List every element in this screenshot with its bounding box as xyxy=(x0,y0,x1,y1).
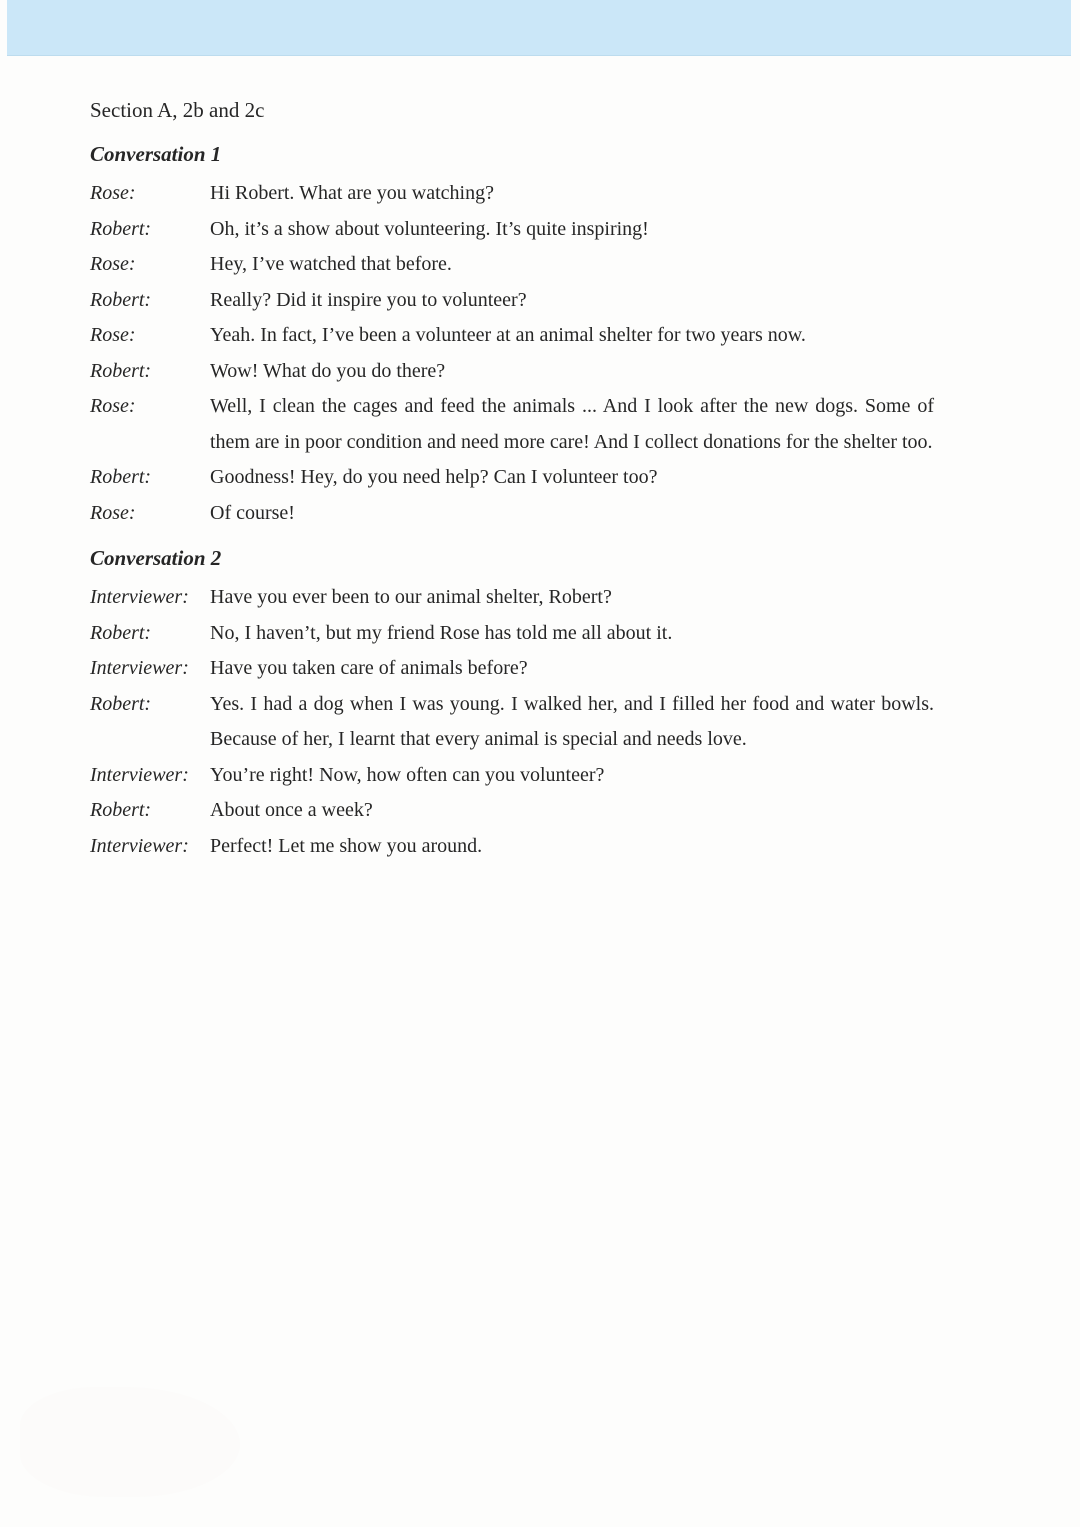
faint-scan-smudge xyxy=(20,1387,240,1497)
speaker-name: Rose: xyxy=(90,395,136,417)
dialogue-text: No, I haven’t, but my friend Rose has told me all about it. xyxy=(210,621,673,644)
speaker-name: Robert: xyxy=(90,359,152,382)
dialogue-text: Yeah. In fact, I’ve been a volunteer at an animal shelter for two years now. xyxy=(210,324,806,346)
dialogue-row xyxy=(90,283,934,319)
dialogue-row xyxy=(90,176,934,212)
dialogue-row xyxy=(90,580,934,616)
dialogue-row xyxy=(90,758,934,794)
dialogue-row xyxy=(90,651,934,687)
speaker-name: Interviewer: xyxy=(90,834,189,857)
dialogue-text: Of course! xyxy=(210,501,295,524)
dialogue-row xyxy=(90,460,934,496)
conversation-1 xyxy=(90,139,934,531)
speaker-name: Rose: xyxy=(90,324,136,346)
dialogue-row xyxy=(90,829,934,865)
dialogue-text: Hey, I’ve watched that before. xyxy=(210,253,452,275)
speaker-name: Rose: xyxy=(90,182,136,204)
speaker-name: Robert: xyxy=(90,621,152,644)
dialogue-text: Have you taken care of animals before? xyxy=(210,657,528,679)
dialogue-text: Really? Did it inspire you to volunteer? xyxy=(210,288,527,311)
speaker-name: Rose: xyxy=(90,501,136,524)
section-label: Section A, 2b and 2c xyxy=(90,98,265,122)
speaker-name: Interviewer: xyxy=(90,657,189,679)
dialogue-text: You’re right! Now, how often can you volunteer? xyxy=(210,763,605,786)
dialogue-text: About once a week? xyxy=(210,799,373,821)
dialogue-text: Perfect! Let me show you around. xyxy=(210,834,483,857)
dialogue-row xyxy=(90,496,934,532)
conversation-2-title: Conversation 2 xyxy=(90,546,222,570)
speaker-name: Robert: xyxy=(90,466,152,488)
top-banner xyxy=(7,0,1071,56)
dialogue-row xyxy=(90,354,934,390)
dialogue-text: Wow! What do you do there? xyxy=(210,359,446,382)
dialogue-text: Hi Robert. What are you watching? xyxy=(210,182,494,204)
speaker-name: Interviewer: xyxy=(90,586,189,608)
speaker-name: Robert: xyxy=(90,799,152,821)
speaker-name: Robert: xyxy=(90,217,152,240)
speaker-name: Interviewer: xyxy=(90,763,189,786)
dialogue-row xyxy=(90,212,934,248)
dialogue-row xyxy=(90,687,934,758)
conversation-1-title: Conversation 1 xyxy=(90,142,222,166)
dialogue-row xyxy=(90,247,934,283)
conversation-2 xyxy=(90,543,934,864)
dialogue-row xyxy=(90,616,934,652)
dialogue-text: Oh, it’s a show about volunteering. It’s quite inspiring! xyxy=(210,217,649,240)
dialogue-row xyxy=(90,389,934,460)
transcript-page xyxy=(90,95,934,876)
dialogue-text: Yes. I had a dog when I was young. I walked her, and I filled her food and water bowls. Because of her, I learnt that every animal is special and needs love. xyxy=(210,692,934,750)
speaker-name: Robert: xyxy=(90,692,152,715)
speaker-name: Robert: xyxy=(90,288,152,311)
dialogue-text: Have you ever been to our animal shelter, Robert? xyxy=(210,586,612,608)
dialogue-row xyxy=(90,793,934,829)
dialogue-row xyxy=(90,318,934,354)
speaker-name: Rose: xyxy=(90,253,136,275)
dialogue-text: Goodness! Hey, do you need help? Can I volunteer too? xyxy=(210,466,658,488)
dialogue-text: Well, I clean the cages and feed the animals ... And I look after the new dogs. Some of them are in poor condition and need more care! And I collect donations for the shelter too. xyxy=(210,395,934,453)
